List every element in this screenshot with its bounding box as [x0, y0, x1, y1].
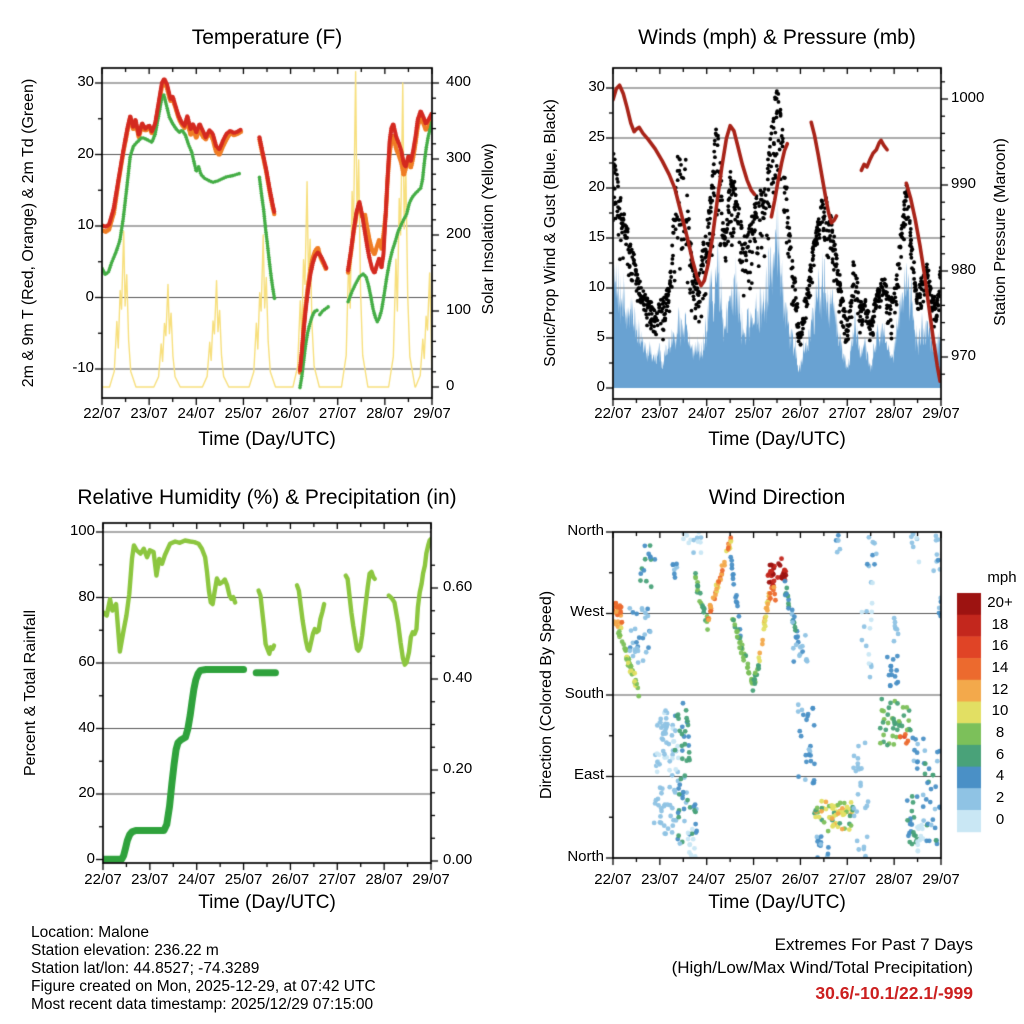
colorbar-tick-label: 10 — [991, 702, 1009, 720]
humidity-xaxis-label: Time (Day/UTC) — [198, 892, 336, 913]
tick-label: 5 — [596, 328, 605, 345]
colorbar-title: mph — [987, 569, 1017, 586]
winddir-xaxis-label: Time (Day/UTC) — [708, 892, 846, 913]
extremes-values: 30.6/-10.1/22.1/-999 — [815, 983, 973, 1003]
footer-latlon: Station lat/lon: 44.8527; -74.3289 — [31, 960, 260, 977]
tick-label: 28/07 — [365, 871, 403, 888]
footer-timestamp: Most recent data timestamp: 2025/12/29 07:15:00 — [31, 996, 374, 1013]
colorbar-tick-label: 2 — [995, 789, 1005, 807]
tick-label: 24/07 — [687, 871, 726, 888]
tick-label: 300 — [446, 149, 472, 166]
direction-tick-label: West — [570, 603, 604, 621]
footer-elevation: Station elevation: 236.22 m — [31, 942, 219, 959]
tick-label: 29/07 — [922, 871, 960, 888]
winds-right-axis-label: Station Pressure (Maroon) — [992, 138, 1010, 326]
tick-label: 23/07 — [131, 871, 169, 888]
tick-label: 970 — [951, 347, 977, 364]
tick-label: 22/07 — [84, 871, 122, 888]
tick-label: 0.20 — [443, 760, 473, 777]
tick-label: 28/07 — [875, 871, 913, 888]
tick-label: 26/07 — [271, 871, 310, 888]
tick-label: 0 — [86, 849, 95, 867]
tick-label: 10 — [588, 278, 605, 295]
tick-label: 22/07 — [594, 871, 632, 888]
tick-label: 0.40 — [443, 669, 473, 686]
tick-label: 28/07 — [366, 405, 404, 422]
tick-label: -10 — [72, 359, 94, 376]
panel-winddir-title: Wind Direction — [708, 486, 846, 509]
tick-label: 40 — [78, 718, 95, 736]
tick-label: 22/07 — [594, 405, 632, 422]
tick-label: 30 — [588, 78, 605, 95]
tick-label: 30 — [77, 73, 94, 90]
tick-label: 25/07 — [224, 871, 263, 888]
tick-label: 23/07 — [130, 405, 168, 422]
tick-label: 22/07 — [83, 405, 121, 422]
tick-label: 29/07 — [922, 405, 960, 422]
temperature-right-axis-label: Solar Insolation (Yellow) — [480, 143, 498, 315]
tick-label: 25/07 — [734, 871, 773, 888]
footer-location: Location: Malone — [31, 924, 150, 941]
colorbar-tick-label: 14 — [991, 658, 1009, 676]
extremes-subtitle: (High/Low/Max Wind/Total Precipitation) — [671, 958, 973, 977]
extremes-heading: Extremes For Past 7 Days — [774, 935, 973, 954]
tick-label: 0 — [85, 287, 94, 305]
direction-tick-label: East — [573, 766, 604, 784]
colorbar-tick-label: 18 — [991, 615, 1009, 633]
tick-label: 27/07 — [318, 871, 357, 888]
tick-label: 25 — [588, 128, 605, 145]
tick-label: 20 — [588, 178, 605, 195]
colorbar-tick-label: 0 — [995, 810, 1005, 828]
tick-label: 27/07 — [828, 871, 867, 888]
tick-label: 24/07 — [177, 871, 216, 888]
panel-humidity-title: Relative Humidity (%) & Precipitation (in) — [77, 486, 457, 509]
tick-label: 28/07 — [875, 405, 913, 422]
tick-label: 1000 — [951, 89, 985, 106]
tick-label: 24/07 — [687, 405, 726, 422]
tick-label: 27/07 — [828, 405, 867, 422]
tick-label: 27/07 — [318, 405, 357, 422]
tick-label: 100 — [446, 301, 472, 318]
humidity-left-axis-label: Percent & Total Rainfall — [22, 609, 40, 777]
direction-tick-label: South — [564, 684, 604, 702]
colorbar-tick-label: 6 — [995, 745, 1005, 763]
tick-label: 0.60 — [443, 578, 473, 595]
panel-temperature-title: Temperature (F) — [191, 26, 343, 49]
footer-created: Figure created on Mon, 2025-12-29, at 07:42 UTC — [31, 978, 376, 995]
colorbar-tick-label: 20+ — [987, 593, 1013, 611]
tick-label: 200 — [446, 225, 472, 242]
tick-label: 26/07 — [781, 871, 820, 888]
winds-xaxis-label: Time (Day/UTC) — [708, 429, 846, 450]
temperature-left-axis-label: 2m & 9m T (Red, Orange) & 2m Td (Green) — [20, 78, 38, 388]
colorbar-tick-label: 16 — [991, 637, 1009, 655]
colorbar-tick-label: 4 — [995, 767, 1005, 785]
tick-label: 400 — [446, 73, 472, 90]
direction-tick-label: North — [567, 848, 604, 865]
tick-label: 23/07 — [641, 405, 679, 422]
tick-label: 25/07 — [734, 405, 773, 422]
tick-label: 29/07 — [413, 405, 451, 422]
panel-winds-title: Winds (mph) & Pressure (mb) — [638, 26, 916, 49]
tick-label: 0 — [446, 377, 455, 394]
tick-label: 29/07 — [412, 871, 450, 888]
winddir-left-axis-label: Direction (Colored By Speed) — [538, 590, 556, 800]
colorbar-tick-label: 12 — [991, 680, 1009, 698]
direction-tick-label: North — [567, 521, 604, 539]
tick-label: 25/07 — [224, 405, 263, 422]
colorbar-tick-label: 8 — [995, 724, 1005, 742]
tick-label: 23/07 — [641, 871, 679, 888]
tick-label: 0 — [596, 378, 605, 395]
winds-left-axis-label: Sonic/Prop Wind & Gust (Blue, Black) — [542, 99, 560, 367]
tick-label: 10 — [77, 216, 94, 233]
tick-label: 980 — [951, 261, 977, 278]
tick-label: 26/07 — [271, 405, 310, 422]
tick-label: 60 — [78, 653, 95, 670]
tick-label: 100 — [69, 522, 95, 539]
tick-label: 20 — [77, 144, 94, 162]
tick-label: 15 — [588, 228, 605, 245]
temperature-xaxis-label: Time (Day/UTC) — [198, 429, 336, 450]
tick-label: 26/07 — [781, 405, 820, 422]
tick-label: 24/07 — [177, 405, 216, 422]
tick-label: 20 — [78, 784, 95, 801]
tick-label: 990 — [951, 175, 977, 192]
tick-label: 0.00 — [443, 851, 473, 868]
tick-label: 80 — [78, 587, 95, 605]
